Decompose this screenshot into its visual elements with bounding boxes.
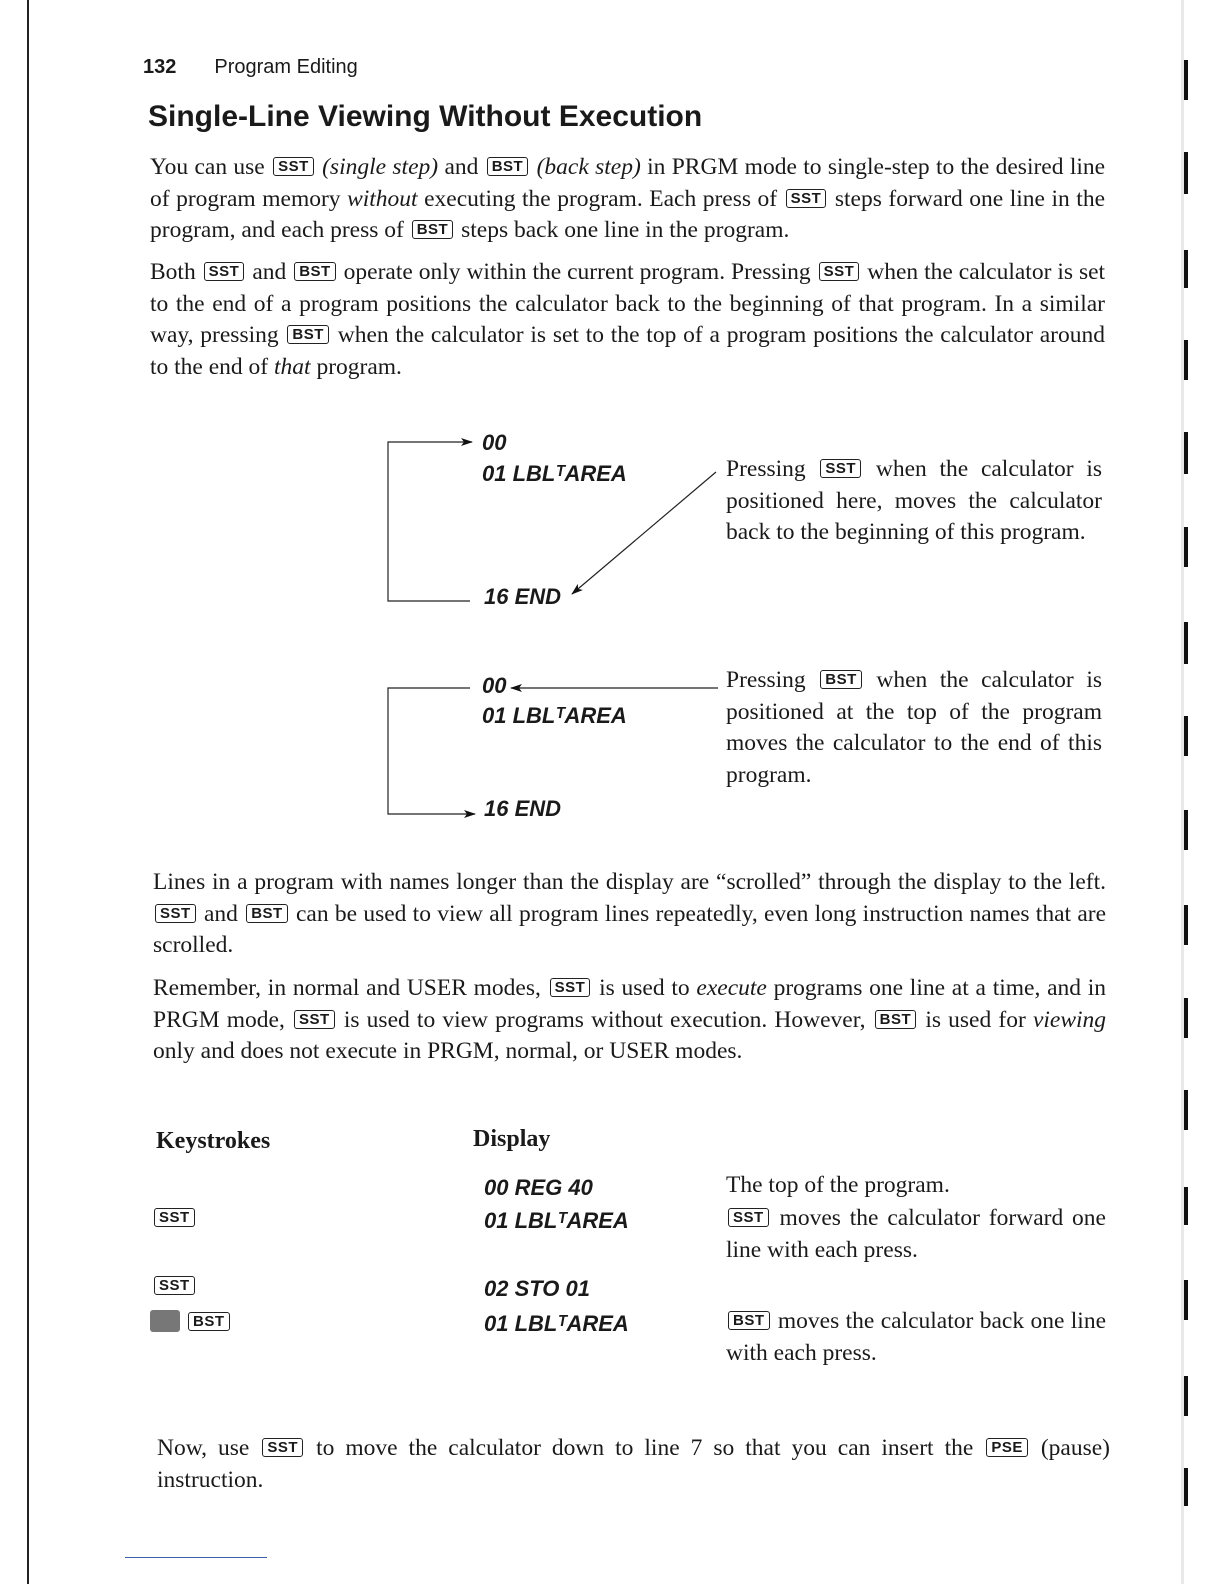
keystroke-row-4 — [150, 1310, 232, 1334]
keystrokes-header: Keystrokes — [156, 1128, 271, 1154]
display-row-2: 01 LBLᵀAREA — [484, 1208, 629, 1233]
diagram2-note: Pressing BST when the calculator is positioned at the top of the program moves the calculator to the end of this program. — [726, 667, 1103, 788]
diagram1-line-16: 16 END — [484, 584, 562, 609]
diagram1-wrap-arrow — [388, 442, 472, 601]
bst-key: BST — [412, 220, 454, 239]
sst-key: SST — [786, 189, 827, 208]
pse-key: PSE — [986, 1438, 1028, 1457]
diagram2-wrap-arrow — [388, 688, 475, 814]
bst-key: BST — [820, 670, 862, 689]
diagram1-note: Pressing SST when the calculator is positioned here, moves the calculator back to the beginning of this program. — [726, 456, 1103, 545]
paragraph-closing: Now, use SST to move the calculator down to line 7 so that you can insert the PSE (pause) instruction. — [157, 1435, 1110, 1493]
shift-key-icon — [150, 1310, 180, 1332]
section-title: Program Editing — [214, 56, 358, 78]
sst-key: SST — [154, 1208, 195, 1227]
display-row-1: 00 REG 40 — [484, 1175, 593, 1200]
bst-key: BST — [287, 325, 329, 344]
paragraph-intro-2: Both SST and BST operate only within the current program. Pressing SST when the calculator is set to the end of a program positions the calculator back to the beginning of that program. In a similar way, pressing BST when the calculator is set to the top of a program positions the calculator around to the end of that program. — [150, 259, 1106, 380]
bst-key: BST — [875, 1010, 917, 1029]
bst-key: BST — [246, 904, 288, 923]
footer-rule — [125, 1557, 267, 1558]
paragraph-modes: Remember, in normal and USER modes, SST is used to execute programs one line at a time, and in PRGM mode, SST is used to view programs without execution. However, BST is used for viewing only and does not execute in PRGM, normal, or USER modes. — [153, 975, 1107, 1064]
paragraph-scrolling: Lines in a program with names longer than the display are “scrolled” through the display to the left. SST and BST can be used to view all program lines repeatedly, even long instruction names that are scrolled. — [153, 869, 1106, 958]
diagram2-line-00: 00 — [482, 673, 507, 698]
page-title: Single-Line Viewing Without Execution — [148, 100, 703, 133]
keystroke-row-3 — [152, 1276, 197, 1298]
note-row-2: SST moves the calculator forward one line with each press. — [726, 1205, 1106, 1263]
paragraph-intro-1: You can use SST (single step) and BST (back step) in PRGM mode to single-step to the desired line of program memory without executing the program. Each press of SST steps forward one line in the program, and each press of BST steps back one line in the program. — [150, 154, 1106, 243]
bst-key: BST — [294, 262, 336, 281]
bst-key: BST — [188, 1312, 230, 1331]
sst-key: SST — [155, 904, 196, 923]
display-row-3: 02 STO 01 — [484, 1276, 590, 1301]
bst-key: BST — [487, 157, 529, 176]
display-header: Display — [473, 1126, 551, 1152]
sst-key: SST — [273, 157, 314, 176]
keystroke-row-2 — [152, 1208, 197, 1230]
sst-key: SST — [550, 978, 591, 997]
bst-key: BST — [728, 1311, 770, 1330]
diagram2-line-16: 16 END — [484, 796, 562, 821]
sst-key: SST — [728, 1208, 769, 1227]
diagram1-pointer-arrow — [572, 472, 716, 594]
note-row-1: The top of the program. — [726, 1172, 950, 1198]
sst-key: SST — [294, 1010, 335, 1029]
diagram2-line-01: 01 LBLᵀAREA — [482, 703, 627, 728]
sst-key: SST — [819, 262, 860, 281]
diagram1-line-00: 00 — [482, 430, 507, 455]
diagram1-line-01: 01 LBLᵀAREA — [482, 461, 627, 486]
sst-key: SST — [204, 262, 245, 281]
sst-key: SST — [262, 1438, 303, 1457]
page-number: 132 — [143, 56, 177, 78]
sst-key: SST — [820, 459, 861, 478]
display-row-4: 01 LBLᵀAREA — [484, 1311, 629, 1336]
note-row-4: BST moves the calculator back one line with each press. — [726, 1308, 1107, 1366]
sst-key: SST — [154, 1276, 195, 1295]
